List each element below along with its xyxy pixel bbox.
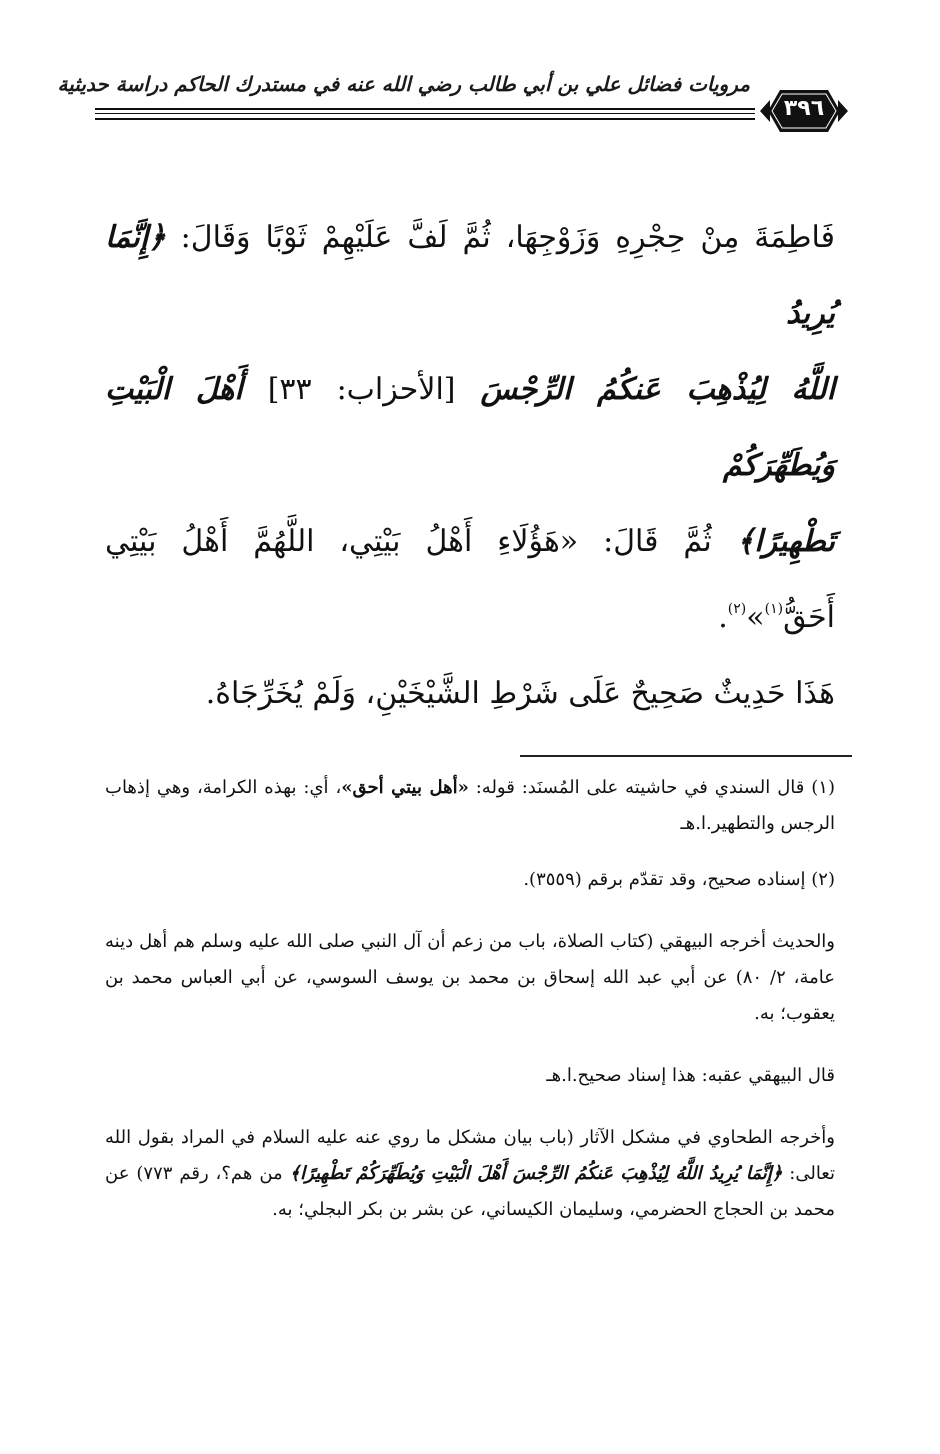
footnote-marker-1: (١)	[764, 601, 784, 617]
main-text-segment: ثُمَّ قَالَ: «هَؤُلَاءِ أَهْلُ بَيْتِي، اللَّهُمَّ أَهْلُ بَيْتِي أَحَقُّ	[105, 524, 835, 635]
footnote-paragraph-3	[105, 1120, 835, 1228]
page-number: ٣٩٦	[783, 96, 825, 121]
quran-bracket: ﴾	[736, 524, 755, 559]
footnote-text: ، أي: بهذه الكرامة، وهي إذهاب الرجس والتطهير.ا.هـ	[105, 777, 835, 834]
running-title: مرويات فضائل علي بن أبي طالب رضي الله عنه في مستدرك الحاكم دراسة حديثية	[57, 72, 750, 96]
main-line-4	[105, 656, 835, 732]
footnote-text: وأخرجه الطحاوي في مشكل الآثار (باب بيان مشكل ما روي عنه عليه السلام في المراد بقول الله تعالى:	[105, 1127, 836, 1184]
quote-close: »	[746, 600, 765, 635]
quran-verse: أَهْلَ الْبَيْتِ وَيُطَهِّرَكُمْ	[105, 372, 835, 483]
page-header	[57, 68, 850, 138]
main-line-2	[105, 352, 835, 504]
quran-verse: اللَّهُ لِيُذْهِبَ عَنكُمُ الرِّجْسَ	[480, 372, 835, 407]
footnote-paragraph-2: قال البيهقي عقبه: هذا إسناد صحيح.ا.هـ	[546, 1065, 835, 1086]
hadith-verdict: هَذَا حَدِيثٌ صَحِيحٌ عَلَى شَرْطِ الشَّيْخَيْنِ، وَلَمْ يُخَرِّجَاهُ.	[205, 676, 835, 711]
quran-verse: تَطْهِيرًا	[754, 524, 835, 559]
footnote-marker-2: (٢)	[727, 601, 747, 617]
footnote-paragraph-1: والحديث أخرجه البيهقي (كتاب الصلاة، باب من زعم أن آل النبي صلى الله عليه وسلم هم أهل دينه عامة، ٢/ ٨٠) عن أبي عبد الله إسحاق بن محمد بن يوسف السوسي، عن أبي العباس محمد بن يعقوب؛ به.	[105, 931, 835, 1024]
main-line-3	[105, 504, 835, 656]
footnote-quote: «أهل بيتي أحق»	[341, 777, 469, 798]
footnotes	[105, 770, 835, 1248]
footnote-2: (٢) إسناده صحيح، وقد تقدّم برقم (٣٥٥٩).	[523, 869, 835, 890]
header-rule-bottom	[95, 118, 755, 120]
page-number-badge	[758, 86, 850, 136]
main-text-segment: فَاطِمَةَ مِنْ حِجْرِهِ وَزَوْجِهَا، ثُمَّ لَفَّ عَلَيْهِمْ ثَوْبًا وَقَالَ:	[165, 220, 835, 255]
footnote-text: (١) قال السندي في حاشيته على المُسنَد: قوله:	[468, 777, 835, 798]
main-line-1	[105, 200, 835, 352]
verse-reference: [الأحزاب: ٣٣]	[242, 372, 481, 407]
footnote-1	[105, 770, 835, 842]
footnote-text: من هم؟، رقم ٧٧٣) عن محمد بن الحجاج الحضرمي، وسليمان الكيساني، عن بشر بن بكر البجلي؛ به.	[105, 1163, 835, 1220]
quran-verse: ﴿إِنَّمَا يُرِيدُ	[105, 220, 835, 331]
footnote-separator	[520, 755, 852, 757]
main-text	[105, 200, 835, 732]
quran-verse: ﴿إِنَّمَا يُرِيدُ اللَّهُ لِيُذْهِبَ عَنكُمُ الرِّجْسَ أَهْلَ الْبَيْتِ وَيُطَهِّرَكُمْ تَطْهِيرًا﴾	[289, 1163, 783, 1184]
period: .	[718, 600, 728, 635]
header-rule-middle	[95, 113, 755, 114]
header-rule-top	[95, 108, 755, 110]
